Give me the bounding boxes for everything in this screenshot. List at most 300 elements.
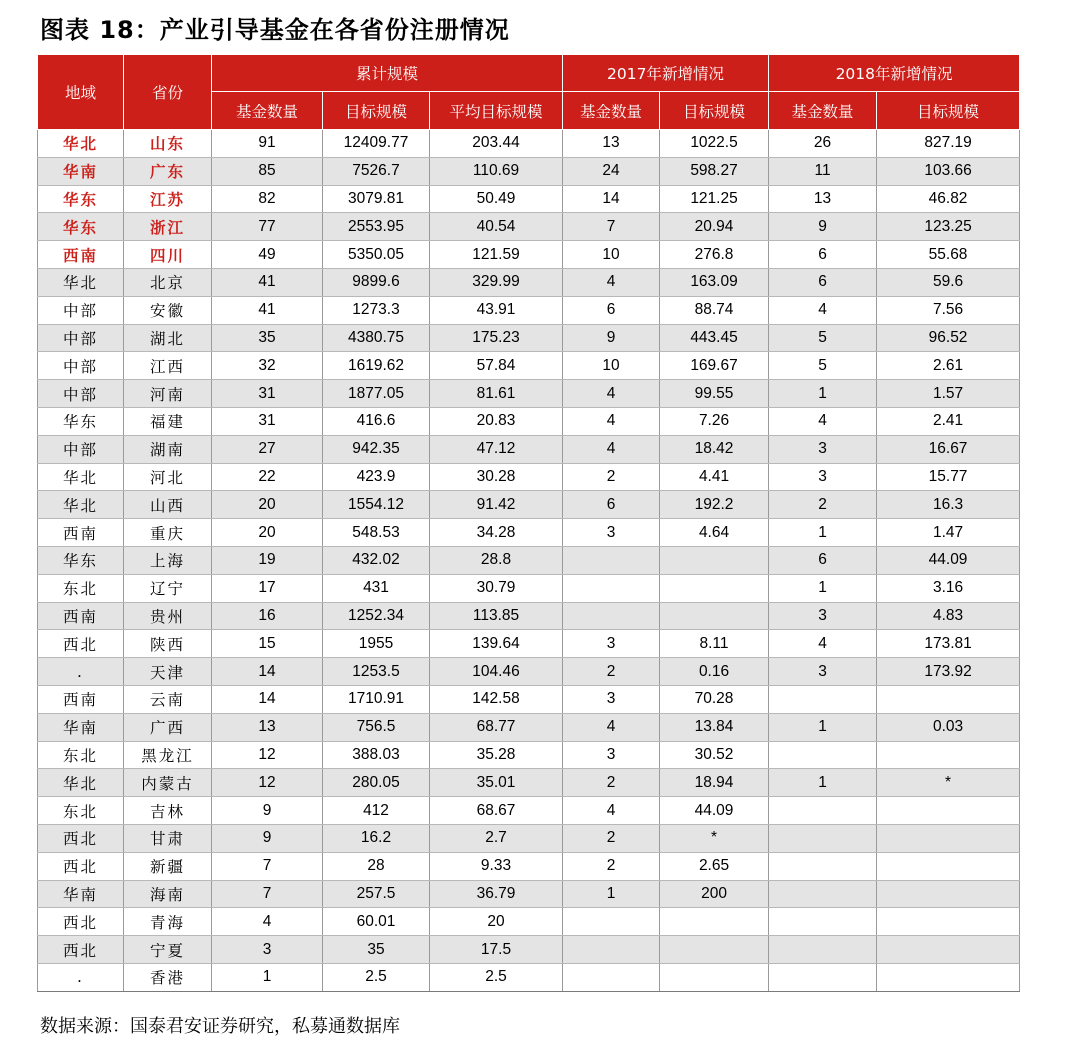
cell-target-scale-2018: 1.57 (877, 380, 1020, 408)
cell-province: 江苏 (124, 185, 212, 213)
cell-fund-count: 31 (212, 380, 323, 408)
table-row (38, 685, 1020, 713)
fund-table-container (37, 54, 1019, 992)
cell-target-scale: 35 (323, 936, 430, 964)
cell-fund-count-2017: 4 (563, 268, 660, 296)
cell-avg-target-scale: 35.28 (430, 741, 563, 769)
cell-province: 上海 (124, 546, 212, 574)
cell-fund-count-2018: 9 (769, 213, 877, 241)
cell-region: 中部 (38, 380, 124, 408)
cell-fund-count: 35 (212, 324, 323, 352)
cell-fund-count-2018: 2 (769, 491, 877, 519)
cell-target-scale-2018: 7.56 (877, 296, 1020, 324)
cell-target-scale-2018: 55.68 (877, 241, 1020, 269)
cell-region: 西北 (38, 852, 124, 880)
table-row (38, 380, 1020, 408)
table-row (38, 324, 1020, 352)
cell-fund-count-2018: 4 (769, 630, 877, 658)
cell-fund-count-2017 (563, 602, 660, 630)
cell-avg-target-scale: 110.69 (430, 157, 563, 185)
cell-fund-count: 9 (212, 824, 323, 852)
cell-province: 海南 (124, 880, 212, 908)
cell-region: 华东 (38, 213, 124, 241)
cell-fund-count-2018 (769, 741, 877, 769)
cell-target-scale-2017: 121.25 (660, 185, 769, 213)
cell-target-scale-2018: * (877, 769, 1020, 797)
cell-target-scale-2017 (660, 936, 769, 964)
cell-region: 华东 (38, 546, 124, 574)
cell-province: 云南 (124, 685, 212, 713)
cell-target-scale-2017: 8.11 (660, 630, 769, 658)
cell-target-scale: 1253.5 (323, 658, 430, 686)
cell-avg-target-scale: 20.83 (430, 407, 563, 435)
cell-fund-count-2017 (563, 574, 660, 602)
cell-fund-count-2018: 3 (769, 602, 877, 630)
header-group-cumulative: 累计规模 (212, 55, 563, 92)
cell-avg-target-scale: 9.33 (430, 852, 563, 880)
table-row (38, 852, 1020, 880)
table-row (38, 296, 1020, 324)
cell-avg-target-scale: 139.64 (430, 630, 563, 658)
cell-fund-count-2017: 10 (563, 241, 660, 269)
table-row (38, 713, 1020, 741)
data-source-note: 数据来源：国泰君安证券研究，私募通数据库 (40, 1016, 400, 1037)
cell-fund-count-2018: 1 (769, 574, 877, 602)
cell-fund-count-2018: 3 (769, 463, 877, 491)
cell-fund-count: 85 (212, 157, 323, 185)
table-row (38, 797, 1020, 825)
table-row (38, 574, 1020, 602)
cell-avg-target-scale: 36.79 (430, 880, 563, 908)
cell-fund-count-2017: 6 (563, 491, 660, 519)
table-row (38, 936, 1020, 964)
cell-target-scale-2017: 169.67 (660, 352, 769, 380)
cell-target-scale: 423.9 (323, 463, 430, 491)
cell-target-scale-2018: 16.67 (877, 435, 1020, 463)
cell-fund-count: 22 (212, 463, 323, 491)
cell-fund-count-2018: 1 (769, 380, 877, 408)
cell-fund-count-2017: 4 (563, 713, 660, 741)
cell-target-scale-2018 (877, 963, 1020, 991)
cell-fund-count-2017: 4 (563, 407, 660, 435)
cell-target-scale-2017: 20.94 (660, 213, 769, 241)
table-row (38, 463, 1020, 491)
cell-province: 黑龙江 (124, 741, 212, 769)
cell-target-scale: 9899.6 (323, 268, 430, 296)
cell-region: 华南 (38, 880, 124, 908)
cell-province: 湖南 (124, 435, 212, 463)
cell-fund-count: 15 (212, 630, 323, 658)
cell-target-scale: 1710.91 (323, 685, 430, 713)
cell-region: 东北 (38, 741, 124, 769)
header-province: 省份 (124, 55, 212, 130)
cell-province: 重庆 (124, 519, 212, 547)
cell-target-scale-2018 (877, 824, 1020, 852)
cell-region: 华北 (38, 268, 124, 296)
cell-target-scale: 2553.95 (323, 213, 430, 241)
table-row (38, 908, 1020, 936)
cell-province: 陕西 (124, 630, 212, 658)
cell-fund-count-2018: 1 (769, 713, 877, 741)
cell-target-scale-2018: 16.3 (877, 491, 1020, 519)
cell-province: 江西 (124, 352, 212, 380)
cell-fund-count-2017: 3 (563, 519, 660, 547)
cell-avg-target-scale: 28.8 (430, 546, 563, 574)
cell-target-scale: 756.5 (323, 713, 430, 741)
cell-region: 华北 (38, 463, 124, 491)
cell-avg-target-scale: 43.91 (430, 296, 563, 324)
cell-target-scale-2017: 4.41 (660, 463, 769, 491)
cell-fund-count-2018: 5 (769, 324, 877, 352)
cell-target-scale: 1252.34 (323, 602, 430, 630)
cell-avg-target-scale: 17.5 (430, 936, 563, 964)
table-row (38, 435, 1020, 463)
cell-target-scale-2017 (660, 602, 769, 630)
cell-region: 华南 (38, 713, 124, 741)
cell-province: 贵州 (124, 602, 212, 630)
cell-target-scale: 1273.3 (323, 296, 430, 324)
cell-target-scale-2017: 163.09 (660, 268, 769, 296)
header-fund-count: 基金数量 (212, 92, 323, 130)
cell-target-scale: 60.01 (323, 908, 430, 936)
cell-fund-count-2017 (563, 908, 660, 936)
cell-fund-count-2018 (769, 797, 877, 825)
cell-target-scale-2017 (660, 574, 769, 602)
cell-fund-count: 32 (212, 352, 323, 380)
cell-target-scale: 12409.77 (323, 130, 430, 158)
cell-target-scale: 548.53 (323, 519, 430, 547)
header-target-scale-2018: 目标规模 (877, 92, 1020, 130)
cell-target-scale-2017: 0.16 (660, 658, 769, 686)
cell-avg-target-scale: 203.44 (430, 130, 563, 158)
cell-fund-count: 9 (212, 797, 323, 825)
cell-target-scale-2018: 59.6 (877, 268, 1020, 296)
cell-avg-target-scale: 68.77 (430, 713, 563, 741)
table-row (38, 546, 1020, 574)
cell-avg-target-scale: 50.49 (430, 185, 563, 213)
cell-region: 东北 (38, 574, 124, 602)
table-row (38, 824, 1020, 852)
cell-fund-count: 3 (212, 936, 323, 964)
header-target-scale: 目标规模 (323, 92, 430, 130)
cell-fund-count-2018: 13 (769, 185, 877, 213)
cell-province: 湖北 (124, 324, 212, 352)
cell-target-scale: 5350.05 (323, 241, 430, 269)
cell-fund-count-2017: 4 (563, 380, 660, 408)
cell-fund-count-2017 (563, 936, 660, 964)
cell-fund-count: 31 (212, 407, 323, 435)
cell-avg-target-scale: 91.42 (430, 491, 563, 519)
cell-target-scale-2018 (877, 852, 1020, 880)
table-row (38, 602, 1020, 630)
cell-fund-count-2018 (769, 963, 877, 991)
cell-fund-count: 14 (212, 685, 323, 713)
cell-target-scale: 1955 (323, 630, 430, 658)
cell-province: 新疆 (124, 852, 212, 880)
cell-avg-target-scale: 2.7 (430, 824, 563, 852)
cell-avg-target-scale: 35.01 (430, 769, 563, 797)
cell-region: 华东 (38, 407, 124, 435)
cell-target-scale-2018 (877, 908, 1020, 936)
cell-fund-count-2017: 2 (563, 852, 660, 880)
cell-fund-count-2017: 24 (563, 157, 660, 185)
cell-target-scale-2017: 88.74 (660, 296, 769, 324)
cell-fund-count: 91 (212, 130, 323, 158)
cell-region: 西北 (38, 908, 124, 936)
cell-fund-count-2017: 2 (563, 824, 660, 852)
cell-province: 天津 (124, 658, 212, 686)
cell-region: 中部 (38, 352, 124, 380)
cell-region: 中部 (38, 324, 124, 352)
cell-fund-count-2018: 6 (769, 241, 877, 269)
cell-fund-count-2017: 4 (563, 797, 660, 825)
table-row (38, 491, 1020, 519)
cell-region: 华南 (38, 157, 124, 185)
cell-target-scale-2017: 13.84 (660, 713, 769, 741)
cell-fund-count-2017 (563, 546, 660, 574)
cell-avg-target-scale: 121.59 (430, 241, 563, 269)
cell-fund-count: 77 (212, 213, 323, 241)
cell-fund-count: 14 (212, 658, 323, 686)
cell-region: 中部 (38, 296, 124, 324)
header-target-scale-2017: 目标规模 (660, 92, 769, 130)
cell-province: 辽宁 (124, 574, 212, 602)
cell-target-scale-2018 (877, 880, 1020, 908)
cell-fund-count: 49 (212, 241, 323, 269)
fund-table (37, 54, 1020, 992)
cell-target-scale-2018: 4.83 (877, 602, 1020, 630)
cell-province: 甘肃 (124, 824, 212, 852)
cell-target-scale-2017: 18.94 (660, 769, 769, 797)
header-fund-count-2018: 基金数量 (769, 92, 877, 130)
cell-target-scale: 388.03 (323, 741, 430, 769)
table-row (38, 658, 1020, 686)
cell-province: 福建 (124, 407, 212, 435)
cell-avg-target-scale: 68.67 (430, 797, 563, 825)
table-header (38, 55, 1020, 130)
header-avg-target-scale: 平均目标规模 (430, 92, 563, 130)
table-row (38, 213, 1020, 241)
cell-target-scale: 257.5 (323, 880, 430, 908)
cell-fund-count: 41 (212, 296, 323, 324)
cell-target-scale-2017: 99.55 (660, 380, 769, 408)
cell-target-scale-2017: * (660, 824, 769, 852)
cell-target-scale-2017: 18.42 (660, 435, 769, 463)
cell-fund-count-2018: 5 (769, 352, 877, 380)
cell-avg-target-scale: 20 (430, 908, 563, 936)
cell-target-scale-2018: 46.82 (877, 185, 1020, 213)
cell-target-scale-2018: 173.92 (877, 658, 1020, 686)
cell-region: 西南 (38, 241, 124, 269)
table-row (38, 185, 1020, 213)
cell-target-scale-2017: 1022.5 (660, 130, 769, 158)
table-row (38, 963, 1020, 991)
cell-fund-count: 27 (212, 435, 323, 463)
table-row (38, 880, 1020, 908)
cell-fund-count: 12 (212, 741, 323, 769)
cell-avg-target-scale: 2.5 (430, 963, 563, 991)
cell-region: 西北 (38, 630, 124, 658)
cell-avg-target-scale: 142.58 (430, 685, 563, 713)
table-row (38, 130, 1020, 158)
table-row (38, 519, 1020, 547)
cell-target-scale: 28 (323, 852, 430, 880)
cell-target-scale-2018: 123.25 (877, 213, 1020, 241)
cell-province: 广西 (124, 713, 212, 741)
cell-fund-count-2017: 3 (563, 630, 660, 658)
cell-avg-target-scale: 81.61 (430, 380, 563, 408)
cell-avg-target-scale: 34.28 (430, 519, 563, 547)
cell-target-scale-2018 (877, 936, 1020, 964)
cell-target-scale-2017 (660, 963, 769, 991)
cell-target-scale-2017: 200 (660, 880, 769, 908)
cell-fund-count-2017: 1 (563, 880, 660, 908)
cell-fund-count-2018 (769, 908, 877, 936)
cell-target-scale: 432.02 (323, 546, 430, 574)
cell-fund-count-2018: 26 (769, 130, 877, 158)
cell-target-scale-2018 (877, 741, 1020, 769)
cell-fund-count: 13 (212, 713, 323, 741)
page-title: 图表 18：产业引导基金在各省份注册情况 (40, 16, 510, 44)
cell-target-scale-2018: 2.41 (877, 407, 1020, 435)
header-group-2018: 2018年新增情况 (769, 55, 1020, 92)
table-row (38, 630, 1020, 658)
cell-fund-count-2017: 2 (563, 658, 660, 686)
cell-province: 安徽 (124, 296, 212, 324)
cell-target-scale: 2.5 (323, 963, 430, 991)
cell-fund-count-2018 (769, 852, 877, 880)
cell-target-scale-2018: 827.19 (877, 130, 1020, 158)
cell-province: 广东 (124, 157, 212, 185)
cell-target-scale-2018: 1.47 (877, 519, 1020, 547)
cell-target-scale-2018: 103.66 (877, 157, 1020, 185)
cell-fund-count-2018: 4 (769, 296, 877, 324)
header-region: 地域 (38, 55, 124, 130)
cell-target-scale-2017: 44.09 (660, 797, 769, 825)
cell-fund-count-2017: 10 (563, 352, 660, 380)
cell-target-scale: 16.2 (323, 824, 430, 852)
cell-province: 河南 (124, 380, 212, 408)
cell-target-scale: 431 (323, 574, 430, 602)
cell-avg-target-scale: 104.46 (430, 658, 563, 686)
cell-province: 四川 (124, 241, 212, 269)
cell-fund-count-2017: 4 (563, 435, 660, 463)
cell-target-scale: 416.6 (323, 407, 430, 435)
cell-province: 山西 (124, 491, 212, 519)
cell-target-scale: 4380.75 (323, 324, 430, 352)
cell-fund-count-2018: 4 (769, 407, 877, 435)
table-body (38, 130, 1020, 992)
cell-province: 吉林 (124, 797, 212, 825)
cell-fund-count: 19 (212, 546, 323, 574)
cell-province: 山东 (124, 130, 212, 158)
table-row (38, 157, 1020, 185)
cell-avg-target-scale: 30.79 (430, 574, 563, 602)
cell-avg-target-scale: 175.23 (430, 324, 563, 352)
cell-avg-target-scale: 30.28 (430, 463, 563, 491)
table-row (38, 241, 1020, 269)
cell-avg-target-scale: 113.85 (430, 602, 563, 630)
table-row (38, 407, 1020, 435)
cell-target-scale: 412 (323, 797, 430, 825)
cell-avg-target-scale: 329.99 (430, 268, 563, 296)
cell-avg-target-scale: 57.84 (430, 352, 563, 380)
cell-fund-count-2017: 7 (563, 213, 660, 241)
cell-fund-count: 82 (212, 185, 323, 213)
cell-target-scale-2017: 30.52 (660, 741, 769, 769)
cell-region: 西南 (38, 685, 124, 713)
cell-region: 西北 (38, 824, 124, 852)
cell-region: 华北 (38, 769, 124, 797)
cell-target-scale-2018: 15.77 (877, 463, 1020, 491)
cell-target-scale-2018: 0.03 (877, 713, 1020, 741)
cell-target-scale-2017: 443.45 (660, 324, 769, 352)
cell-fund-count-2018: 6 (769, 546, 877, 574)
cell-fund-count: 20 (212, 519, 323, 547)
cell-fund-count: 7 (212, 880, 323, 908)
cell-target-scale-2017 (660, 908, 769, 936)
cell-fund-count-2018 (769, 824, 877, 852)
cell-region: 东北 (38, 797, 124, 825)
cell-fund-count: 41 (212, 268, 323, 296)
cell-avg-target-scale: 40.54 (430, 213, 563, 241)
cell-fund-count-2018: 6 (769, 268, 877, 296)
cell-region: 华东 (38, 185, 124, 213)
cell-province: 内蒙古 (124, 769, 212, 797)
cell-target-scale: 1877.05 (323, 380, 430, 408)
cell-target-scale-2018: 173.81 (877, 630, 1020, 658)
cell-fund-count: 17 (212, 574, 323, 602)
cell-fund-count: 1 (212, 963, 323, 991)
cell-target-scale-2017: 4.64 (660, 519, 769, 547)
cell-target-scale-2018 (877, 797, 1020, 825)
cell-target-scale: 3079.81 (323, 185, 430, 213)
cell-avg-target-scale: 47.12 (430, 435, 563, 463)
table-row (38, 769, 1020, 797)
cell-target-scale: 280.05 (323, 769, 430, 797)
cell-fund-count-2018: 11 (769, 157, 877, 185)
cell-target-scale-2017: 2.65 (660, 852, 769, 880)
cell-fund-count-2017: 2 (563, 463, 660, 491)
cell-province: 香港 (124, 963, 212, 991)
cell-target-scale: 942.35 (323, 435, 430, 463)
cell-target-scale-2017: 70.28 (660, 685, 769, 713)
cell-province: 北京 (124, 268, 212, 296)
cell-fund-count: 16 (212, 602, 323, 630)
cell-region: . (38, 658, 124, 686)
cell-fund-count-2017: 14 (563, 185, 660, 213)
cell-fund-count: 4 (212, 908, 323, 936)
header-row-groups (38, 55, 1020, 92)
cell-target-scale-2018: 3.16 (877, 574, 1020, 602)
cell-fund-count: 12 (212, 769, 323, 797)
cell-fund-count-2018: 1 (769, 769, 877, 797)
cell-target-scale: 1619.62 (323, 352, 430, 380)
cell-target-scale-2017: 7.26 (660, 407, 769, 435)
cell-fund-count-2017: 13 (563, 130, 660, 158)
cell-region: 西北 (38, 936, 124, 964)
cell-province: 青海 (124, 908, 212, 936)
cell-fund-count-2018 (769, 685, 877, 713)
cell-region: 西南 (38, 519, 124, 547)
cell-fund-count-2017 (563, 963, 660, 991)
cell-province: 河北 (124, 463, 212, 491)
header-fund-count-2017: 基金数量 (563, 92, 660, 130)
cell-fund-count-2018 (769, 936, 877, 964)
cell-fund-count: 7 (212, 852, 323, 880)
cell-fund-count-2018: 3 (769, 435, 877, 463)
cell-fund-count-2017: 2 (563, 769, 660, 797)
